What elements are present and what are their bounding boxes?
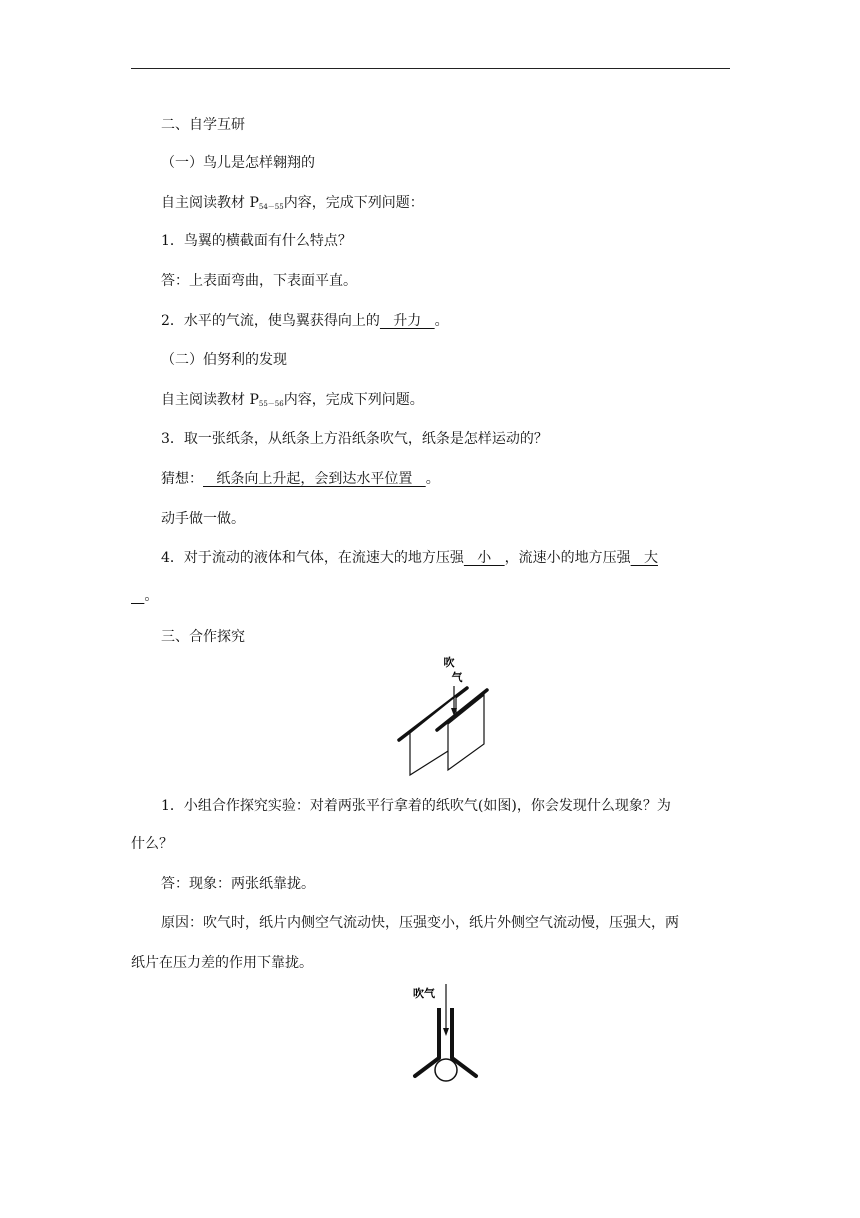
question-2: 2．水平的气流，使鸟翼获得向上的 升力 。 [161, 313, 449, 329]
guess-line: 猜想： 纸条向上升起，会到达水平位置 。 [161, 471, 440, 487]
answer-blank-guess: 纸条向上升起，会到达水平位置 [203, 471, 426, 487]
cooperate-question-1-line1: 1．小组合作探究实验：对着两张平行拿着的纸吹气(如图)，你会发现什么现象？为 [161, 798, 671, 814]
answer-1: 答：上表面弯曲，下表面平直。 [161, 273, 357, 289]
reason-line2: 纸片在压力差的作用下靠拢。 [131, 955, 313, 971]
figure2-label: 吹气 [413, 987, 435, 1000]
section-heading-cooperate: 三、合作探究 [161, 629, 245, 645]
part2-instruction: 自主阅读教材 $P_{55-56}$内容，完成下列问题。 [161, 392, 424, 408]
question-4-continuation: 。 [144, 588, 159, 604]
figure-two-papers [390, 650, 500, 782]
part1-title: （一）鸟儿是怎样翱翔的 [161, 155, 315, 171]
figure1-label-char2: 气 [451, 671, 463, 684]
figure-funnel-ball [408, 978, 488, 1082]
part2-title: （二）伯努利的发现 [161, 352, 287, 368]
cooperate-question-1-line2: 什么？ [131, 836, 173, 852]
phenomenon-answer: 答：现象：两张纸靠拢。 [161, 876, 315, 892]
answer-blank-small: 小 [463, 550, 505, 566]
section-heading-self-study: 二、自学互研 [161, 117, 245, 133]
answer-blank-large: 大 [630, 550, 658, 566]
answer-blank-lift: 升力 [379, 313, 435, 329]
figure1-label-char1: 吹 [443, 656, 455, 669]
question-1: 1．鸟翼的横截面有什么特点？ [161, 233, 352, 249]
header-rule [131, 68, 730, 69]
part1-instruction: 自主阅读教材 $P_{54-55}$内容，完成下列问题： [161, 195, 424, 211]
question-4: 4．对于流动的液体和气体，在流速大的地方压强 小 ，流速小的地方压强 大 [161, 550, 658, 566]
reason-line1: 原因：吹气时，纸片内侧空气流动快，压强变小，纸片外侧空气流动慢，压强大，两 [161, 915, 679, 931]
question-3: 3．取一张纸条，从纸条上方沿纸条吹气，纸条是怎样运动的？ [161, 431, 548, 447]
try-it-line: 动手做一做。 [161, 511, 245, 527]
